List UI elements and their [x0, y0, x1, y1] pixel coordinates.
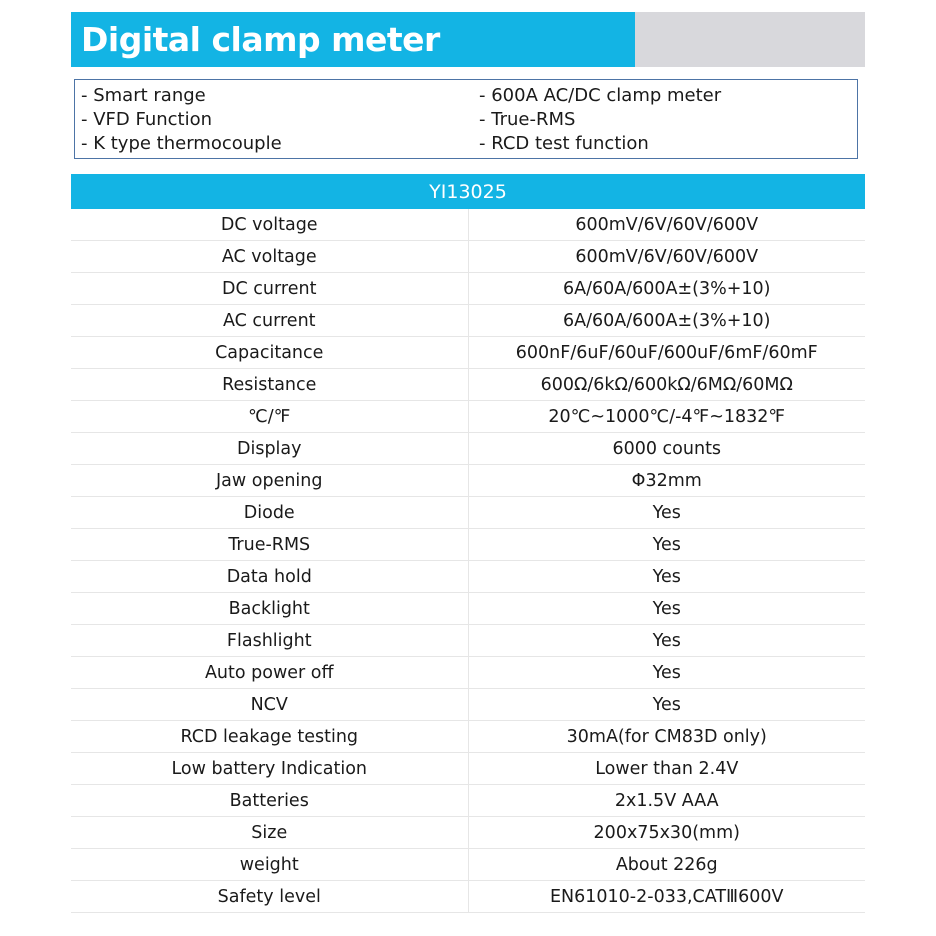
- spec-value: Φ32mm: [468, 465, 865, 497]
- spec-value: 6A/60A/600A±(3%+10): [468, 305, 865, 337]
- feature-item: - Smart range: [81, 85, 206, 106]
- spec-label: True-RMS: [71, 529, 468, 561]
- features-box: [74, 79, 858, 159]
- spec-row: [71, 529, 865, 561]
- spec-row: [71, 465, 865, 497]
- spec-value: Yes: [468, 625, 865, 657]
- spec-label: Flashlight: [71, 625, 468, 657]
- spec-value: Yes: [468, 561, 865, 593]
- spec-label: Auto power off: [71, 657, 468, 689]
- spec-label: ℃/℉: [71, 401, 468, 433]
- spec-row: [71, 209, 865, 241]
- feature-item: - 600A AC/DC clamp meter: [479, 85, 722, 106]
- spec-value: 600mV/6V/60V/600V: [468, 241, 865, 273]
- spec-label: AC current: [71, 305, 468, 337]
- spec-label: Backlight: [71, 593, 468, 625]
- page-title: Digital clamp meter: [81, 20, 440, 59]
- spec-row: [71, 817, 865, 849]
- spec-value: 30mA(for CM83D only): [468, 721, 865, 753]
- title-banner: [71, 12, 865, 67]
- spec-row: [71, 625, 865, 657]
- spec-label: Resistance: [71, 369, 468, 401]
- spec-row: [71, 785, 865, 817]
- feature-item: - K type thermocouple: [81, 133, 282, 154]
- spec-label: Capacitance: [71, 337, 468, 369]
- spec-row: [71, 369, 865, 401]
- spec-label: NCV: [71, 689, 468, 721]
- spec-row: [71, 305, 865, 337]
- spec-value: About 226g: [468, 849, 865, 881]
- spec-label: weight: [71, 849, 468, 881]
- spec-row: [71, 497, 865, 529]
- features-right-column: [479, 84, 857, 158]
- spec-value: 20℃~1000℃/-4℉~1832℉: [468, 401, 865, 433]
- spec-value: 6A/60A/600A±(3%+10): [468, 273, 865, 305]
- model-header: YI13025: [71, 174, 865, 209]
- spec-label: Jaw opening: [71, 465, 468, 497]
- spec-label: DC voltage: [71, 209, 468, 241]
- spec-row: [71, 689, 865, 721]
- spec-row: [71, 657, 865, 689]
- spec-label: RCD leakage testing: [71, 721, 468, 753]
- spec-row: [71, 881, 865, 913]
- spec-label: Diode: [71, 497, 468, 529]
- spec-row: [71, 849, 865, 881]
- spec-value: 600Ω/6kΩ/600kΩ/6MΩ/60MΩ: [468, 369, 865, 401]
- spec-row: [71, 721, 865, 753]
- spec-row: [71, 241, 865, 273]
- spec-value: EN61010-2-033,CATⅢ600V: [468, 881, 865, 913]
- spec-label: Batteries: [71, 785, 468, 817]
- spec-label: DC current: [71, 273, 468, 305]
- spec-value: Yes: [468, 689, 865, 721]
- spec-label: Display: [71, 433, 468, 465]
- spec-row: [71, 337, 865, 369]
- spec-row: [71, 593, 865, 625]
- spec-row: [71, 753, 865, 785]
- spec-value: Yes: [468, 657, 865, 689]
- spec-row: [71, 401, 865, 433]
- spec-value: Yes: [468, 497, 865, 529]
- spec-value: Yes: [468, 593, 865, 625]
- feature-item: - True-RMS: [479, 109, 576, 130]
- spec-value: 600mV/6V/60V/600V: [468, 209, 865, 241]
- spec-row: [71, 273, 865, 305]
- spec-value: 200x75x30(mm): [468, 817, 865, 849]
- spec-label: Size: [71, 817, 468, 849]
- spec-value: 2x1.5V AAA: [468, 785, 865, 817]
- spec-value: Lower than 2.4V: [468, 753, 865, 785]
- spec-row: [71, 433, 865, 465]
- spec-value: 6000 counts: [468, 433, 865, 465]
- spec-value: 600nF/6uF/60uF/600uF/6mF/60mF: [468, 337, 865, 369]
- spec-label: Data hold: [71, 561, 468, 593]
- spec-label: Low battery Indication: [71, 753, 468, 785]
- title-grey-panel: [635, 12, 865, 67]
- title-blue-panel: [71, 12, 635, 67]
- spec-table-body: [71, 209, 865, 913]
- features-left-column: [75, 84, 479, 158]
- feature-item: - VFD Function: [81, 109, 213, 130]
- spec-label: Safety level: [71, 881, 468, 913]
- spec-row: [71, 561, 865, 593]
- spec-label: AC voltage: [71, 241, 468, 273]
- spec-table-header-row: [71, 174, 865, 209]
- spec-table: [71, 174, 865, 913]
- feature-item: - RCD test function: [479, 133, 649, 154]
- spec-value: Yes: [468, 529, 865, 561]
